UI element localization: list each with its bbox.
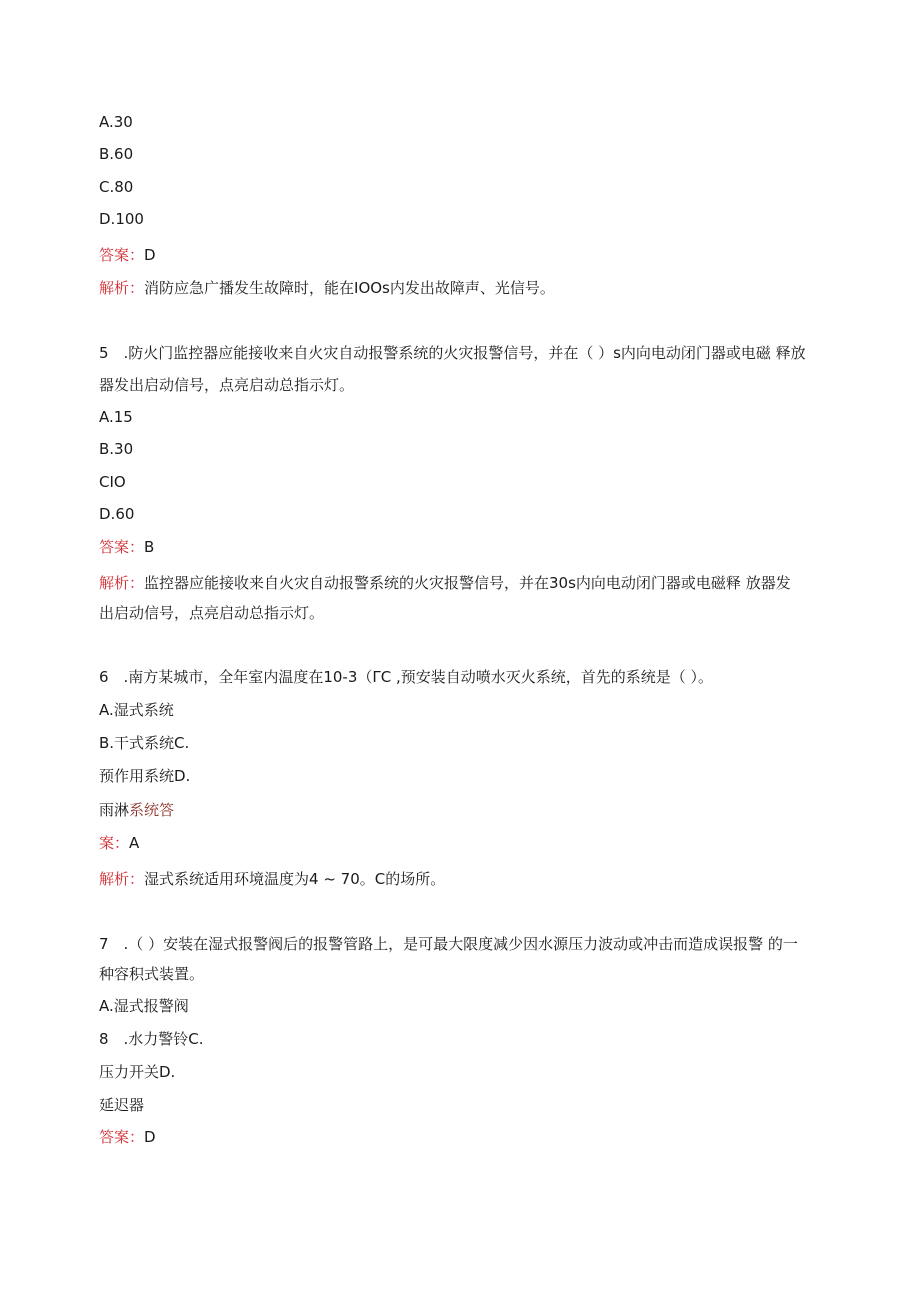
- answer-value: B: [144, 538, 155, 556]
- q5-question-line-1: 5 .防火门监控器应能接收来自火灾自动报警系统的火灾报警信号，并在（ ）s内向电动闭门器或电磁 释放: [99, 344, 806, 362]
- q5-question-line-2: 器发出启动信号，点亮启动总指示灯。: [99, 376, 355, 394]
- analysis-text: 消防应急广播发生故障时，能在IOOs内发出故障声、光信号。: [144, 279, 555, 297]
- q4-option-a: A.30: [99, 113, 133, 131]
- option-text-highlight: 系统答: [129, 801, 175, 819]
- q6-analysis: [99, 869, 445, 889]
- q7-line-c: 压力开关D.: [99, 1063, 176, 1081]
- q7-line-a: A.湿式报警阀: [99, 997, 189, 1015]
- analysis-label: 解析：: [99, 870, 145, 888]
- q5-answer: [99, 537, 154, 557]
- q5-option-a: A.15: [99, 408, 133, 426]
- answer-value: A: [129, 834, 140, 852]
- q7-line-d: 延迟器: [99, 1096, 145, 1114]
- q5-option-d: D.60: [99, 505, 135, 523]
- answer-value: D: [144, 246, 156, 264]
- q6-question: 6 .南方某城市，全年室内温度在10-3（ΓC ,预安装自动喷水灭火系统，首先的系统是（ ）。: [99, 668, 713, 686]
- q6-answer: [99, 833, 139, 853]
- q4-option-b: B.60: [99, 145, 134, 163]
- answer-label: 答案：: [99, 538, 145, 556]
- q5-analysis-line-2: 出启动信号，点亮启动总指示灯。: [99, 604, 325, 622]
- q6-line-b: B.干式系统C.: [99, 734, 190, 752]
- answer-label: 案：: [99, 834, 130, 852]
- q4-option-c: C.80: [99, 178, 134, 196]
- q7-answer: [99, 1127, 156, 1147]
- analysis-label: 解析：: [99, 279, 145, 297]
- q7-question-line-1: 7 .（ ）安装在湿式报警阀后的报警管路上，是可最大限度减少因水源压力波动或冲击而造成误报警 的一: [99, 935, 798, 953]
- q4-analysis: [99, 278, 555, 298]
- analysis-text: 监控器应能接收来自火灾自动报警系统的火灾报警信号，并在30s内向电动闭门器或电磁释 放器发: [144, 574, 791, 592]
- q6-line-c: 预作用系统D.: [99, 767, 191, 785]
- q5-option-c: CIO: [99, 473, 126, 491]
- q4-answer: [99, 245, 156, 265]
- analysis-label: 解析：: [99, 574, 145, 592]
- q5-option-b: B.30: [99, 440, 134, 458]
- answer-value: D: [144, 1128, 156, 1146]
- answer-label: 答案：: [99, 246, 145, 264]
- q6-line-d: [99, 800, 174, 820]
- answer-label: 答案：: [99, 1128, 145, 1146]
- analysis-text: 湿式系统适用环境温度为4 ~ 70。C的场所。: [144, 870, 446, 888]
- q5-analysis-line-1: [99, 573, 791, 593]
- q7-line-b: 8 .水力警铃C.: [99, 1030, 204, 1048]
- option-text: 雨淋: [99, 801, 130, 819]
- q7-question-line-2: 种容积式装置。: [99, 965, 205, 983]
- q6-line-a: A.湿式系统: [99, 701, 174, 719]
- q4-option-d: D.100: [99, 210, 144, 228]
